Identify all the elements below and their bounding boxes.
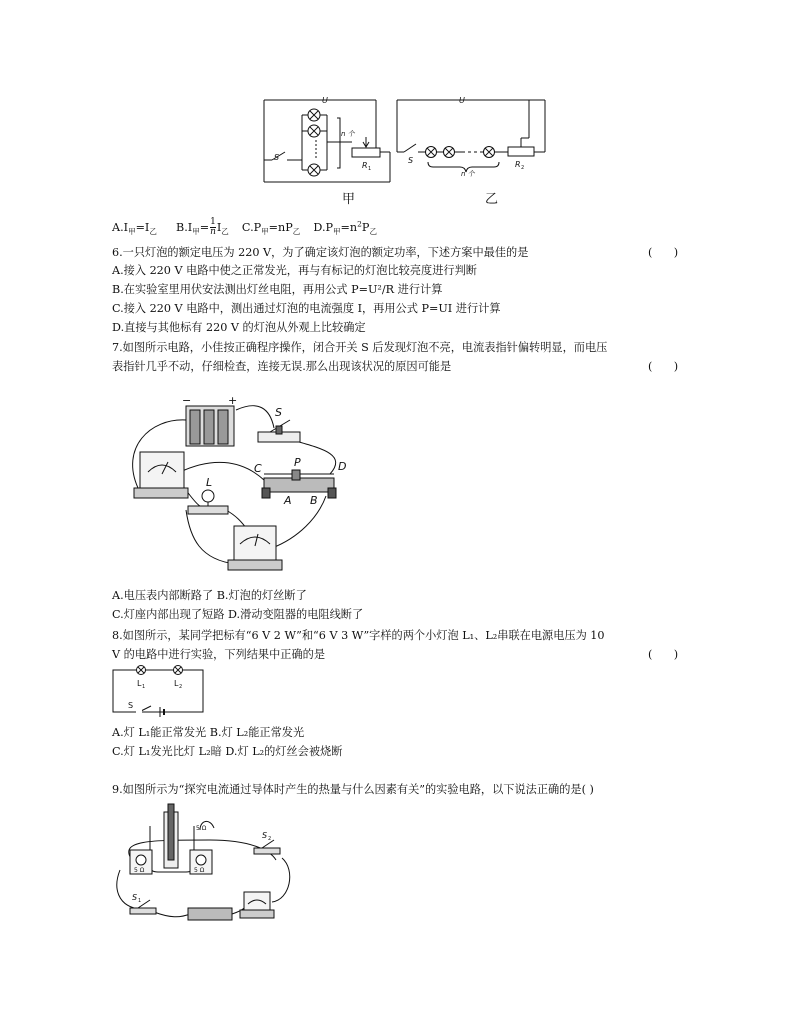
q7-fig-label-p: P bbox=[294, 456, 301, 469]
figure-q5-circuits bbox=[0, 0, 794, 210]
q5-options bbox=[112, 217, 377, 239]
q9-stem: 9.如图所示为“探究电流通过导体时产生的热量与什么因素有关”的实验电路，以下说法正确的是( ) bbox=[112, 783, 594, 796]
q5-option-b[interactable]: $B.I_甲=$ $\frac{1}{n}$ $I_乙$ bbox=[175, 217, 229, 238]
q7-stem-line1: 7.如图所示电路，小佳按正确程序操作，闭合开关 S 后发现灯泡不亮，电流表指针偏转明显，而电压 bbox=[112, 341, 608, 354]
q7-fig-label-b: B bbox=[310, 494, 318, 507]
q5-option-d[interactable]: $D.P_甲=n^2P_乙$ bbox=[313, 219, 377, 236]
q8-fig-l1: L bbox=[137, 679, 142, 688]
q8-options-cd[interactable]: C.灯 L₁发光比灯 L₂暗 D.灯 L₂的灯丝会被烧断 bbox=[112, 745, 343, 758]
svg-text:2: 2 bbox=[268, 836, 272, 842]
figure-q9-apparatus bbox=[0, 800, 794, 940]
fig5-caption-jia: 甲 bbox=[342, 192, 356, 207]
q8-answer-paren[interactable]: ( ) bbox=[648, 648, 679, 661]
fig5-caption-yi: 乙 bbox=[485, 192, 499, 207]
q7-options-ab[interactable]: A.电压表内部断路了 B.灯泡的灯丝断了 bbox=[112, 589, 307, 602]
q7-fig-label-c: C bbox=[254, 462, 262, 475]
fig5-u-label-right: U bbox=[459, 96, 465, 105]
fig5-n-ge-left: n 个 bbox=[341, 130, 355, 138]
q7-fig-label-s: S bbox=[275, 406, 282, 419]
q5-option-c[interactable]: $C.P_甲=nP_乙$ bbox=[241, 220, 301, 236]
svg-text:2: 2 bbox=[179, 684, 183, 690]
q6-stem: 6.一只灯泡的额定电压为 220 V，为了确定该灯泡的额定功率，下述方案中最佳的是 bbox=[112, 246, 529, 259]
q6-answer-paren[interactable]: ( ) bbox=[648, 246, 679, 259]
q7-options-cd[interactable]: C.灯座内部出现了短路 D.滑动变阻器的电阻线断了 bbox=[112, 608, 364, 621]
q8-stem-line2: V 的电路中进行实验，下列结果中正确的是 bbox=[112, 648, 326, 661]
q9-fig-s1: S bbox=[132, 893, 138, 902]
q6-option-c[interactable]: C.接入 220 V 电路中，测出通过灯泡的电流强度 I，再用公式 P=UI 进行计算 bbox=[112, 302, 501, 315]
svg-text:1: 1 bbox=[142, 684, 146, 690]
q6-option-d[interactable]: D.直接与其他标有 220 V 的灯泡从外观上比较确定 bbox=[112, 321, 366, 334]
q6-option-a[interactable]: A.接入 220 V 电路中使之正常发光，再与有标记的灯泡比较亮度进行判断 bbox=[112, 264, 477, 277]
q8-fig-l2: L bbox=[174, 679, 179, 688]
q7-fig-label-minus: − bbox=[182, 394, 192, 407]
q7-fig-label-l: L bbox=[206, 476, 213, 489]
q9-fig-r-right: 5 Ω bbox=[194, 867, 205, 874]
fig5-switch-label-right: S bbox=[408, 156, 414, 165]
fig5-switch-label-left: S bbox=[274, 153, 280, 162]
svg-text:2: 2 bbox=[521, 165, 525, 171]
q7-answer-paren[interactable]: ( ) bbox=[648, 360, 679, 373]
fig5-n-ge-right: n 个 bbox=[461, 170, 475, 178]
q6-option-b[interactable]: B.在实验室里用伏安法测出灯丝电阻，再用公式 P=U²/R 进行计算 bbox=[112, 283, 443, 296]
q7-stem-line2: 表指针几乎不动，仔细检查，连接无误.那么出现该状况的原因可能是 bbox=[112, 360, 452, 373]
q7-fig-label-a: A bbox=[284, 494, 292, 507]
q5-option-a[interactable]: $A.I_甲=I_乙$ bbox=[112, 220, 157, 236]
fig5-r2-label: R bbox=[515, 160, 521, 169]
q9-fig-r-left: 5 Ω bbox=[134, 867, 145, 874]
q9-fig-s2: S bbox=[262, 831, 268, 840]
fig5-u-label-left: U bbox=[322, 96, 328, 105]
q9-fig-r-top: 5 Ω bbox=[196, 825, 207, 832]
q7-fig-label-d: D bbox=[338, 460, 347, 473]
svg-text:1: 1 bbox=[368, 166, 372, 172]
svg-text:1: 1 bbox=[138, 898, 142, 904]
figure-q7-apparatus bbox=[0, 388, 794, 588]
q8-fig-s: S bbox=[128, 701, 134, 710]
figure-q8-circuit bbox=[0, 664, 794, 724]
q8-stem-line1: 8.如图所示，某同学把标有“6 V 2 W”和“6 V 3 W”字样的两个小灯泡 L₁、L₂串联在电源电压为 10 bbox=[112, 629, 605, 642]
fig5-r1-label: R bbox=[362, 161, 368, 170]
q8-options-ab[interactable]: A.灯 L₁能正常发光 B.灯 L₂能正常发光 bbox=[112, 726, 305, 739]
q7-fig-label-plus: + bbox=[228, 394, 238, 407]
